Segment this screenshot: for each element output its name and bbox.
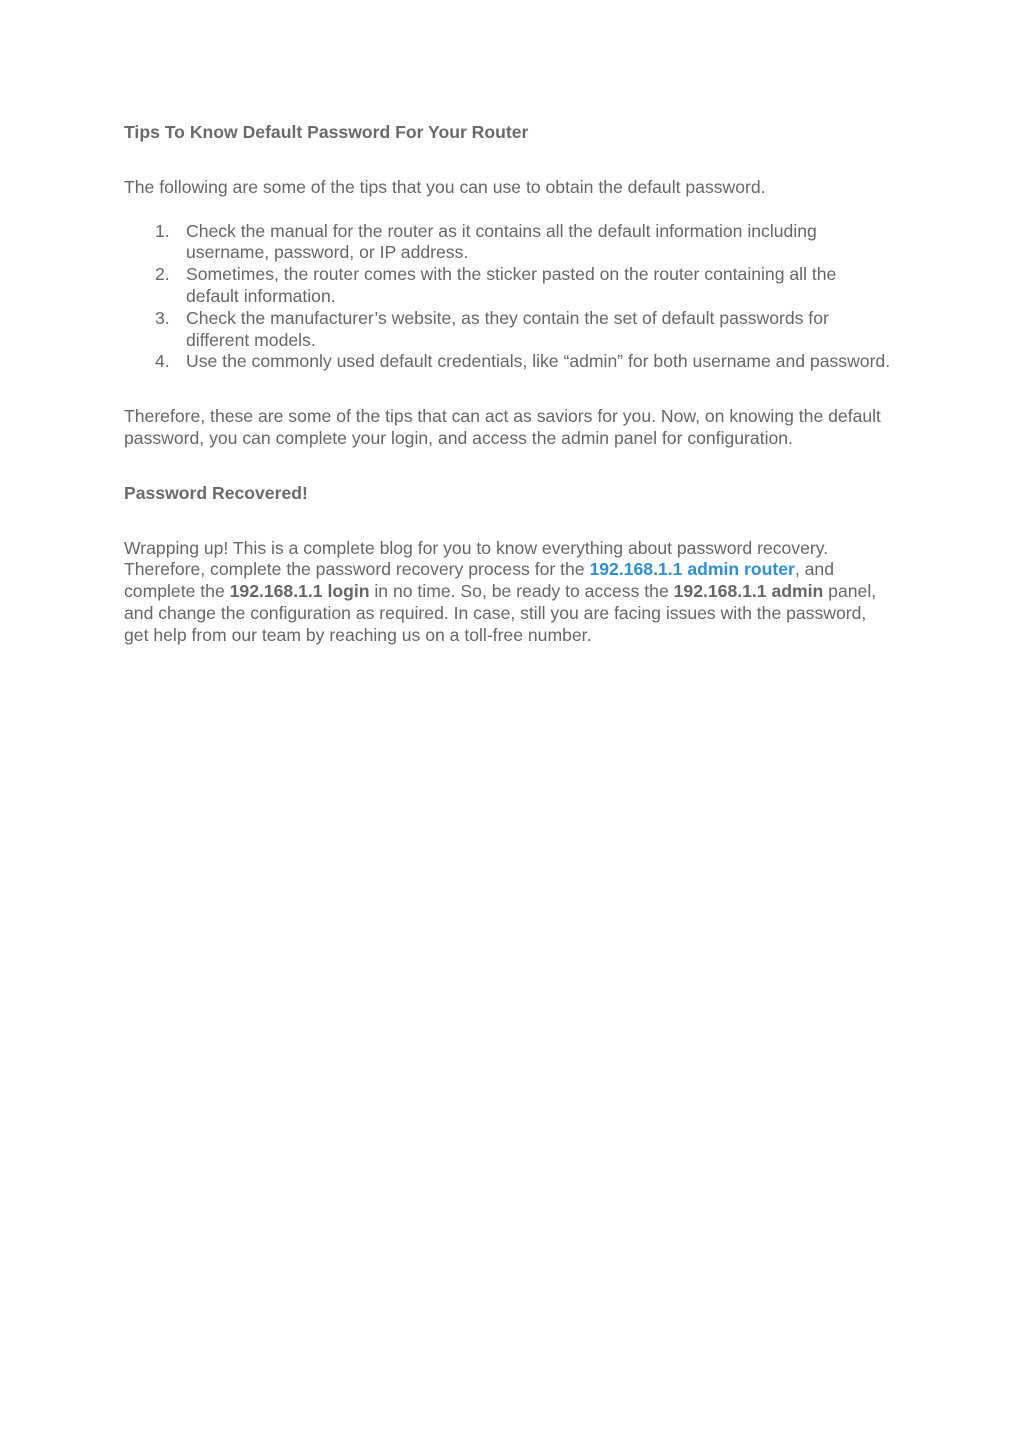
document-page — [124, 122, 894, 647]
list-item-text: Sometimes, the router comes with the sticker pasted on the router containing all the default information. — [186, 264, 837, 306]
wrap-up-text-4: panel, and change the configuration as required. In case, still you are facing issues with the password, get help from our team by reaching us on a toll-free number. — [124, 581, 877, 645]
wrap-up-text-2: , and complete the — [124, 559, 834, 602]
tips-intro: The following are some of the tips that you can use to obtain the default password. — [124, 176, 766, 197]
tips-heading: Tips To Know Default Password For Your Router — [124, 122, 529, 142]
list-item-number: 2. — [155, 264, 170, 285]
list-item — [124, 308, 894, 352]
wrap-up-paragraph — [124, 538, 894, 647]
recovered-heading: Password Recovered! — [124, 482, 308, 503]
list-item-number: 1. — [155, 220, 170, 241]
wrap-up-text-1: Wrapping up! This is a complete blog for you to know everything about password recovery. Therefore, complete the password recovery process for the — [124, 537, 829, 580]
wrap-up-text-3: in no time. So, be ready to access the — [369, 581, 674, 602]
list-item — [124, 264, 894, 308]
list-item-text: Check the manufacturer’s website, as they contain the set of default passwords for different models. — [186, 307, 829, 350]
list-item-text: Use the commonly used default credentials, like “admin” for both username and password. — [186, 351, 891, 372]
admin-router-link[interactable]: 192.168.1.1 admin router — [589, 559, 795, 580]
tips-conclusion: Therefore, these are some of the tips that can act as saviors for you. Now, on knowing the default password, you can complete your login, and access the admin panel for configuration. — [124, 406, 881, 448]
tips-list — [124, 221, 894, 374]
admin-bold-text: 192.168.1.1 admin — [673, 581, 824, 602]
list-item-text: Check the manual for the router as it contains all the default information including username, password, or IP address. — [186, 220, 817, 263]
list-item-number: 4. — [155, 351, 170, 372]
login-bold-text: 192.168.1.1 login — [229, 581, 370, 602]
list-item — [124, 221, 894, 265]
list-item-number: 3. — [155, 307, 170, 328]
list-item — [124, 351, 894, 373]
